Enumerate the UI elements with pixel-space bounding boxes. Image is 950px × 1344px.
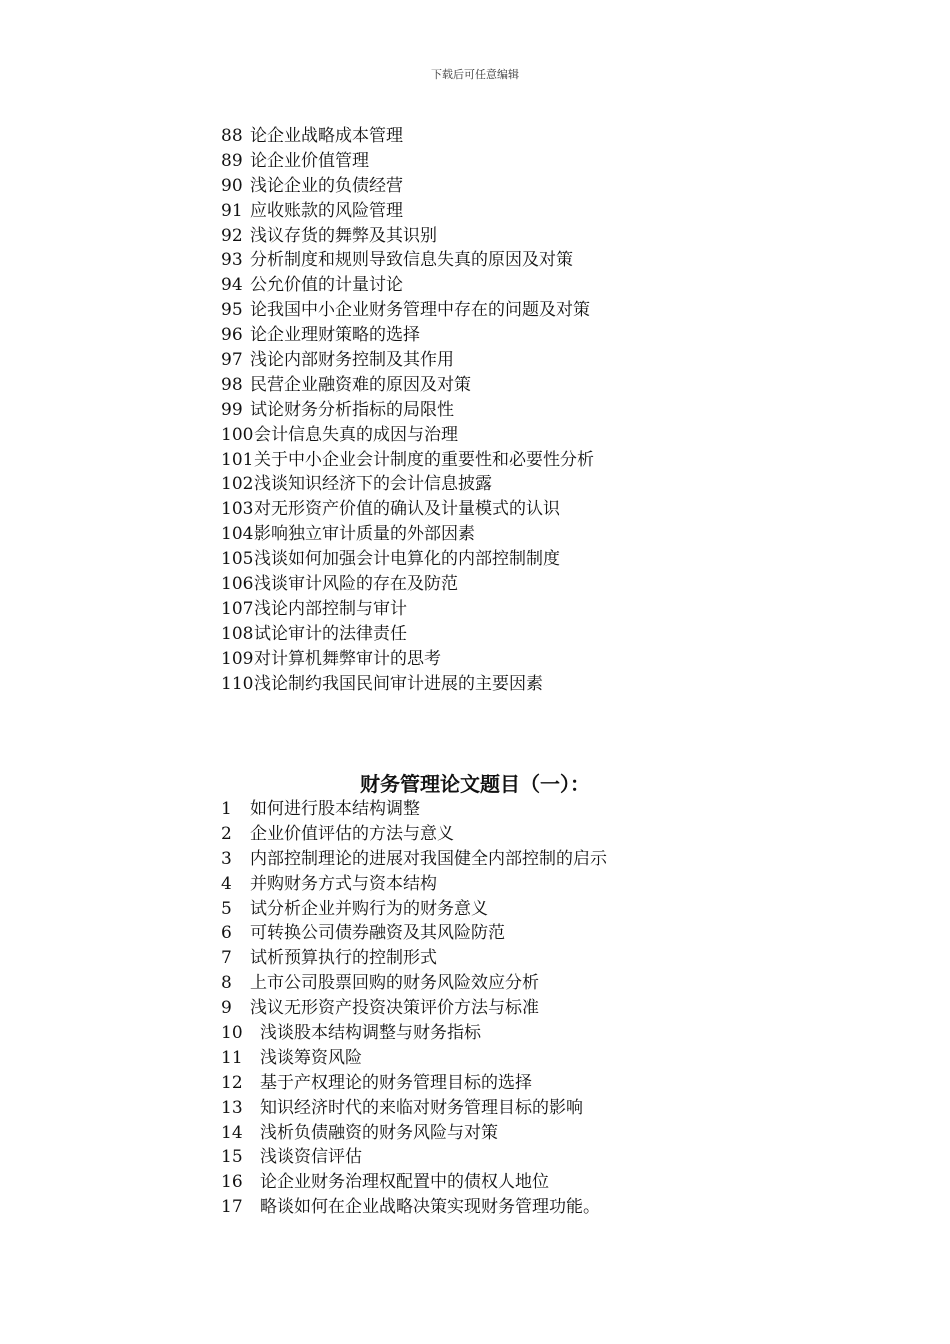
item-number: 107 xyxy=(221,598,254,619)
item-number: 17 xyxy=(221,1197,243,1218)
item-number: 14 xyxy=(221,1122,243,1143)
item-title: 试论财务分析指标的局限性 xyxy=(250,399,454,420)
list-item xyxy=(221,1170,607,1195)
item-number: 6 xyxy=(221,923,232,944)
item-number: 9 xyxy=(221,998,232,1019)
item-title: 企业价值评估的方法与意义 xyxy=(250,823,454,844)
list-item xyxy=(221,971,607,996)
list-item xyxy=(221,872,607,897)
list-item xyxy=(221,797,607,822)
item-title: 内部控制理论的进展对我国健全内部控制的启示 xyxy=(250,848,607,869)
item-title: 分析制度和规则导致信息失真的原因及对策 xyxy=(250,250,573,271)
item-title: 公允价值的计量讨论 xyxy=(250,275,403,296)
list-item xyxy=(221,822,607,847)
item-title: 浅析负债融资的财务风险与对策 xyxy=(260,1122,498,1143)
item-number: 2 xyxy=(221,823,232,844)
item-title: 对无形资产价值的确认及计量模式的认识 xyxy=(254,499,560,520)
item-number: 104 xyxy=(221,524,254,545)
item-number: 96 xyxy=(221,325,243,346)
item-number: 13 xyxy=(221,1097,243,1118)
list-item xyxy=(221,897,607,922)
list-item xyxy=(221,323,594,348)
item-title: 试论审计的法律责任 xyxy=(254,623,407,644)
list-item xyxy=(221,522,594,547)
list-item xyxy=(221,921,607,946)
item-number: 101 xyxy=(221,449,254,470)
item-title: 浅谈知识经济下的会计信息披露 xyxy=(254,474,492,495)
item-number: 15 xyxy=(221,1147,243,1168)
item-number: 110 xyxy=(221,673,254,694)
item-number: 98 xyxy=(221,374,243,395)
list-item xyxy=(221,373,594,398)
item-number: 102 xyxy=(221,474,254,495)
item-number: 95 xyxy=(221,300,243,321)
item-title: 上市公司股票回购的财务风险效应分析 xyxy=(250,973,539,994)
item-number: 89 xyxy=(221,150,243,171)
list-item xyxy=(221,1145,607,1170)
item-number: 5 xyxy=(221,898,232,919)
item-number: 8 xyxy=(221,973,232,994)
header-note: 下载后可任意编辑 xyxy=(431,68,519,81)
item-title: 并购财务方式与资本结构 xyxy=(250,873,437,894)
list-item xyxy=(221,647,594,672)
list-item xyxy=(221,348,594,373)
item-number: 3 xyxy=(221,848,232,869)
list-item xyxy=(221,622,594,647)
item-number: 106 xyxy=(221,574,254,595)
item-number: 93 xyxy=(221,250,243,271)
item-title: 民营企业融资难的原因及对策 xyxy=(250,374,471,395)
list-item xyxy=(221,472,594,497)
item-number: 88 xyxy=(221,126,243,146)
item-number: 16 xyxy=(221,1172,243,1193)
item-number: 92 xyxy=(221,225,243,246)
list-item xyxy=(221,298,594,323)
item-title: 浅谈股本结构调整与财务指标 xyxy=(260,1023,481,1044)
item-title: 会计信息失真的成因与治理 xyxy=(254,424,458,445)
item-title: 浅谈审计风险的存在及防范 xyxy=(254,574,458,595)
list-item xyxy=(221,174,594,199)
item-number: 90 xyxy=(221,175,243,196)
item-title: 论企业价值管理 xyxy=(250,150,369,171)
list-item xyxy=(221,448,594,473)
item-title: 对计算机舞弊审计的思考 xyxy=(254,648,441,669)
item-title: 略谈如何在企业战略决策实现财务管理功能。 xyxy=(260,1197,600,1218)
list-item xyxy=(221,547,594,572)
item-title: 浅论内部财务控制及其作用 xyxy=(250,350,454,371)
item-number: 97 xyxy=(221,350,243,371)
list-item xyxy=(221,199,594,224)
list-item xyxy=(221,1096,607,1121)
item-title: 知识经济时代的来临对财务管理目标的影响 xyxy=(260,1097,583,1118)
item-title: 浅论内部控制与审计 xyxy=(254,598,407,619)
list-item xyxy=(221,1195,607,1220)
item-title: 浅论制约我国民间审计进展的主要因素 xyxy=(254,673,543,694)
item-number: 103 xyxy=(221,499,254,520)
item-title: 影响独立审计质量的外部因素 xyxy=(254,524,475,545)
list-item xyxy=(221,672,594,697)
item-number: 7 xyxy=(221,948,232,969)
item-number: 109 xyxy=(221,648,254,669)
item-number: 11 xyxy=(221,1047,243,1068)
list-item xyxy=(221,1121,607,1146)
item-number: 91 xyxy=(221,200,243,221)
item-number: 4 xyxy=(221,873,232,894)
list-item xyxy=(221,224,594,249)
list-item xyxy=(221,847,607,872)
list-item xyxy=(221,149,594,174)
item-title: 浅谈如何加强会计电算化的内部控制制度 xyxy=(254,549,560,570)
item-number: 12 xyxy=(221,1072,243,1093)
item-title: 如何进行股本结构调整 xyxy=(250,799,420,819)
list-item xyxy=(221,423,594,448)
item-number: 1 xyxy=(221,799,232,819)
list-item xyxy=(221,273,594,298)
list-item xyxy=(221,996,607,1021)
list-item xyxy=(221,124,594,149)
item-title: 基于产权理论的财务管理目标的选择 xyxy=(260,1072,532,1093)
list-item xyxy=(221,597,594,622)
item-title: 论企业理财策略的选择 xyxy=(250,325,420,346)
list-item xyxy=(221,497,594,522)
item-title: 关于中小企业会计制度的重要性和必要性分析 xyxy=(254,449,594,470)
topic-list-b xyxy=(221,797,607,1220)
item-title: 浅议无形资产投资决策评价方法与标准 xyxy=(250,998,539,1019)
list-item xyxy=(221,398,594,423)
item-title: 论企业战略成本管理 xyxy=(250,126,403,146)
item-title: 应收账款的风险管理 xyxy=(250,200,403,221)
list-item xyxy=(221,1071,607,1096)
section-title: 财务管理论文题目（一）： xyxy=(360,772,590,796)
item-title: 浅议存货的舞弊及其识别 xyxy=(250,225,437,246)
item-title: 论我国中小企业财务管理中存在的问题及对策 xyxy=(250,300,590,321)
list-item xyxy=(221,572,594,597)
item-number: 105 xyxy=(221,549,254,570)
item-title: 浅谈筹资风险 xyxy=(260,1047,362,1068)
item-number: 99 xyxy=(221,399,243,420)
item-title: 试分析企业并购行为的财务意义 xyxy=(250,898,488,919)
list-item xyxy=(221,1021,607,1046)
item-number: 10 xyxy=(221,1023,243,1044)
topic-list-a xyxy=(221,124,594,696)
list-item xyxy=(221,248,594,273)
item-title: 可转换公司债券融资及其风险防范 xyxy=(250,923,505,944)
item-number: 108 xyxy=(221,623,254,644)
item-title: 浅论企业的负债经营 xyxy=(250,175,403,196)
item-title: 论企业财务治理权配置中的债权人地位 xyxy=(260,1172,549,1193)
item-number: 100 xyxy=(221,424,254,445)
item-number: 94 xyxy=(221,275,243,296)
item-title: 浅谈资信评估 xyxy=(260,1147,362,1168)
list-item xyxy=(221,946,607,971)
list-item xyxy=(221,1046,607,1071)
item-title: 试析预算执行的控制形式 xyxy=(250,948,437,969)
